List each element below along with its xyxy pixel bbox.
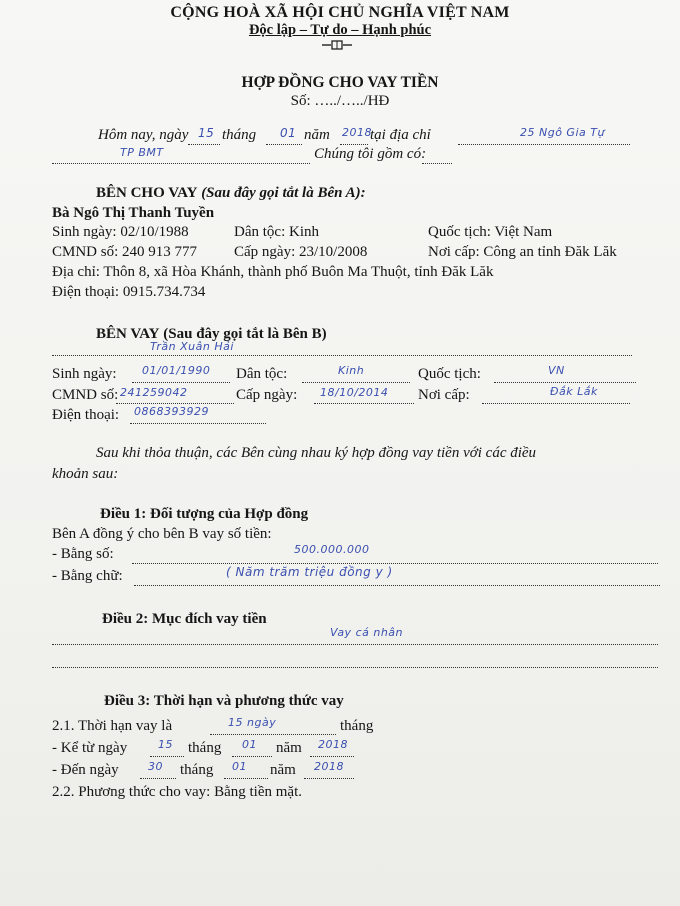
- lender-heading-label: BÊN CHO VAY: [96, 185, 198, 201]
- term-unit: tháng: [340, 718, 374, 734]
- hw-to-year: 2018: [314, 760, 344, 773]
- agreement-line-1: Sau khi thỏa thuận, các Bên cùng nhau ký hợp đồng vay tiền với các điều: [96, 445, 537, 461]
- borrower-dob-label: Sinh ngày:: [52, 366, 117, 382]
- lender-nationality: Quốc tịch: Việt Nam: [428, 224, 553, 240]
- lender-issued-date: Cấp ngày: 23/10/2008: [234, 244, 368, 260]
- blank-borrower-issued-place: [482, 403, 630, 404]
- article-2-title: Điều 2: Mục đích vay tiền: [102, 611, 267, 627]
- blank-term: [210, 734, 336, 735]
- lender-id: CMND số: 240 913 777: [52, 244, 198, 260]
- hw-borrower-dob: 01/01/1990: [142, 364, 211, 377]
- borrower-issued-date-label: Cấp ngày:: [236, 387, 298, 403]
- from-year-label: năm: [276, 740, 302, 756]
- blank-borrower-phone: [130, 423, 266, 424]
- ornament-divider-icon: [322, 40, 352, 50]
- borrower-nationality-label: Quốc tịch:: [418, 366, 481, 382]
- blank-borrower-id: [116, 403, 234, 404]
- to-year-label: năm: [270, 762, 296, 778]
- borrower-id-label: CMND số:: [52, 387, 119, 403]
- to-month-label: tháng: [180, 762, 214, 778]
- lender-heading: [96, 185, 366, 202]
- borrower-issued-place-label: Nơi cấp:: [418, 387, 470, 403]
- hw-to-month: 01: [232, 760, 247, 773]
- hw-amount-words: ( Năm trăm triệu đồng y ): [226, 565, 393, 579]
- hw-term: 15 ngày: [228, 716, 277, 729]
- blank-purpose-1: [52, 644, 658, 645]
- blank-year: [340, 144, 368, 145]
- hw-from-month: 01: [242, 738, 257, 751]
- intro-month-label: tháng: [222, 127, 257, 143]
- intro-today-label: Hôm nay, ngày: [98, 127, 189, 143]
- from-label: - Kể từ ngày: [52, 740, 128, 756]
- article-1-in-number-label: - Bằng số:: [52, 546, 114, 562]
- hw-purpose: Vay cá nhân: [330, 626, 404, 639]
- hw-borrower-issued-place: Đắk Lắk: [550, 385, 598, 398]
- intro-year-label: năm: [304, 127, 330, 143]
- intro-address-label: tại địa chỉ: [370, 127, 431, 143]
- nation-header: CỘNG HOÀ XÃ HỘI CHỦ NGHĨA VIỆT NAM: [170, 4, 510, 21]
- blank-borrower-name: [52, 355, 632, 356]
- blank-to-year: [304, 778, 354, 779]
- hw-borrower-nationality: VN: [548, 364, 565, 377]
- agreement-line-2: khoản sau:: [52, 466, 119, 482]
- blank-purpose-2: [52, 667, 658, 668]
- hw-from-day: 15: [158, 738, 173, 751]
- term-label: 2.1. Thời hạn vay là: [52, 718, 173, 734]
- hw-intro-year: 2018: [342, 126, 372, 139]
- blank-to-day: [140, 778, 176, 779]
- blank-amount-number: [132, 563, 658, 564]
- hw-to-day: 30: [148, 760, 163, 773]
- blank-borrower-ethnicity: [302, 382, 410, 383]
- hw-intro-month: 01: [280, 126, 297, 140]
- blank-borrower-nationality: [494, 382, 636, 383]
- intro-we-are: Chúng tôi gồm có:: [314, 146, 427, 162]
- blank-from-month: [232, 756, 272, 757]
- lender-ethnicity: Dân tộc: Kinh: [234, 224, 319, 240]
- hw-borrower-ethnicity: Kinh: [338, 364, 365, 377]
- article-1-in-words-label: - Bằng chữ:: [52, 568, 123, 584]
- hw-borrower-issued-date: 18/10/2014: [320, 386, 389, 399]
- blank-address-2: [52, 163, 310, 164]
- hw-borrower-phone: 0868393929: [134, 405, 209, 418]
- national-motto: Độc lập – Tự do – Hạnh phúc: [248, 22, 432, 38]
- lender-issued-place: Nơi cấp: Công an tỉnh Đăk Lăk: [428, 244, 617, 260]
- blank-month: [266, 144, 302, 145]
- borrower-phone-label: Điện thoại:: [52, 407, 120, 423]
- lender-name: Bà Ngô Thị Thanh Tuyền: [52, 205, 215, 221]
- contract-title: HỢP ĐỒNG CHO VAY TIỀN: [241, 74, 439, 91]
- blank-trail: [422, 163, 452, 164]
- blank-amount-words: [134, 585, 660, 586]
- from-month-label: tháng: [188, 740, 222, 756]
- article-3-title: Điều 3: Thời hạn và phương thức vay: [104, 693, 344, 709]
- borrower-heading-note: (Sau đây gọi tắt là Bên B): [163, 326, 327, 342]
- to-label: - Đến ngày: [52, 762, 119, 778]
- blank-day: [188, 144, 220, 145]
- hw-intro-address-1: 25 Ngô Gia Tự: [520, 126, 605, 139]
- hw-amount-number: 500.000.000: [294, 543, 370, 556]
- article-1-title: Điều 1: Đối tượng của Hợp đồng: [100, 506, 309, 522]
- borrower-ethnicity-label: Dân tộc:: [236, 366, 288, 382]
- loan-method: 2.2. Phương thức cho vay: Bằng tiền mặt.: [52, 784, 302, 800]
- lender-heading-note: (Sau đây gọi tắt là Bên A):: [201, 185, 366, 201]
- lender-phone: Điện thoại: 0915.734.734: [52, 284, 206, 300]
- contract-number: Số: …../…../HĐ: [290, 93, 390, 109]
- blank-from-year: [310, 756, 354, 757]
- lender-dob: Sinh ngày: 02/10/1988: [52, 224, 189, 240]
- blank-borrower-issued-date: [314, 403, 414, 404]
- lender-address: Địa chỉ: Thôn 8, xã Hòa Khánh, thành phố Buôn Ma Thuột, tỉnh Đăk Lăk: [52, 264, 494, 280]
- hw-borrower-id: 241259042: [120, 386, 188, 399]
- blank-borrower-dob: [132, 382, 230, 383]
- blank-to-month: [224, 778, 268, 779]
- article-1-line: Bên A đồng ý cho bên B vay số tiền:: [52, 526, 272, 542]
- hw-borrower-name: Trần Xuân Hải: [150, 340, 234, 353]
- hw-from-year: 2018: [318, 738, 348, 751]
- blank-from-day: [150, 756, 184, 757]
- hw-intro-day: 15: [198, 126, 215, 140]
- blank-address-1: [458, 144, 630, 145]
- borrower-heading-label: BÊN VAY: [96, 326, 160, 342]
- hw-intro-address-2: TP BMT: [120, 146, 164, 159]
